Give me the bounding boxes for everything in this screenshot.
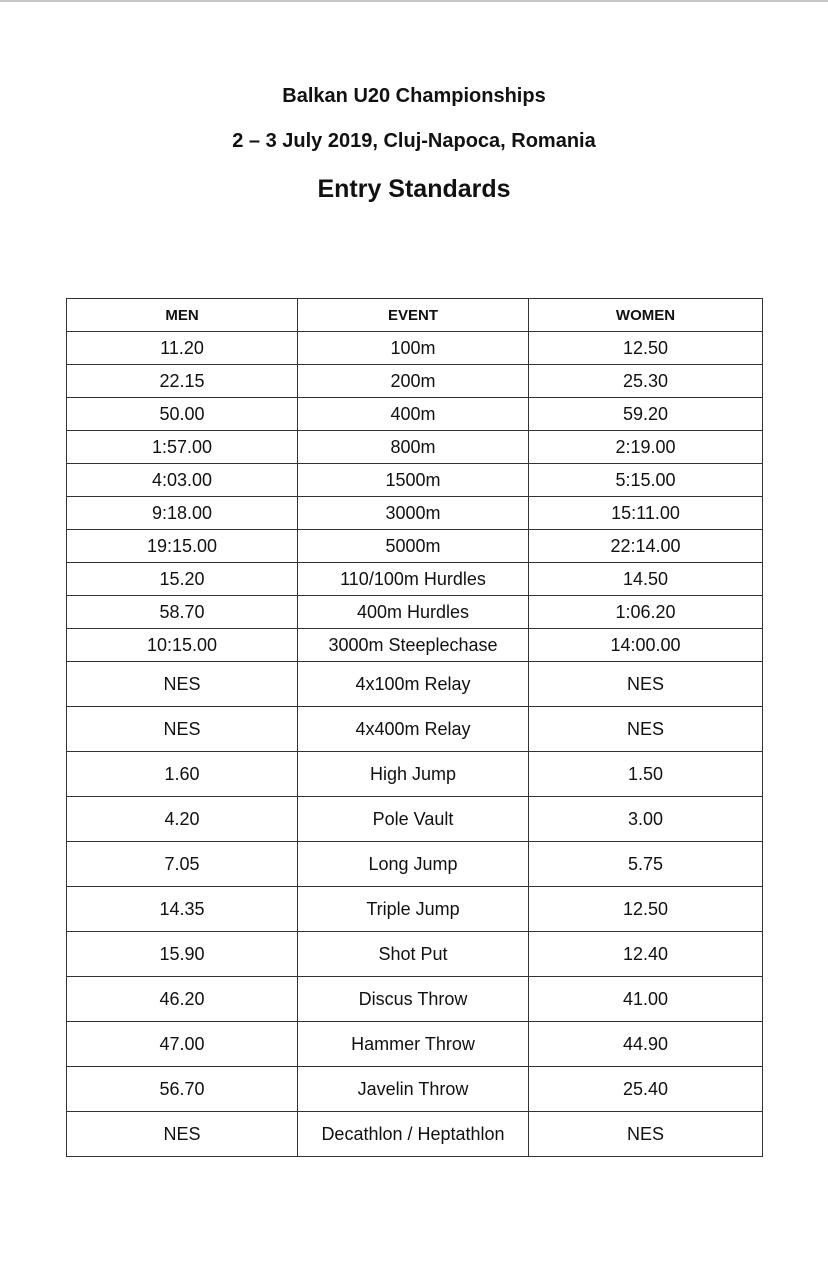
table-row [67,1022,763,1067]
men-standard: 1.60 [67,752,298,797]
men-standard: 50.00 [67,398,298,431]
event-name: 800m [298,431,529,464]
men-standard: 19:15.00 [67,530,298,563]
men-standard: NES [67,1112,298,1157]
table-row [67,629,763,662]
event-name: 3000m Steeplechase [298,629,529,662]
event-name: Shot Put [298,932,529,977]
entry-standards-table [66,298,763,1157]
men-standard: 56.70 [67,1067,298,1112]
women-standard: NES [529,1112,763,1157]
men-standard: 15.90 [67,932,298,977]
table-row [67,563,763,596]
event-name: 5000m [298,530,529,563]
men-standard: NES [67,662,298,707]
event-name: 4x100m Relay [298,662,529,707]
women-standard: 1.50 [529,752,763,797]
women-standard: 44.90 [529,1022,763,1067]
women-standard: 14.50 [529,563,763,596]
women-standard: 25.40 [529,1067,763,1112]
women-standard: 14:00.00 [529,629,763,662]
table-row [67,842,763,887]
women-standard: NES [529,707,763,752]
women-standard: 5:15.00 [529,464,763,497]
men-standard: 9:18.00 [67,497,298,530]
men-standard: 47.00 [67,1022,298,1067]
table-row [67,365,763,398]
table-row [67,752,763,797]
event-name: Long Jump [298,842,529,887]
event-name: Decathlon / Heptathlon [298,1112,529,1157]
table-row [67,887,763,932]
men-standard: 10:15.00 [67,629,298,662]
event-name: 3000m [298,497,529,530]
men-standard: 7.05 [67,842,298,887]
table-row [67,977,763,1022]
event-name: Javelin Throw [298,1067,529,1112]
men-standard: 46.20 [67,977,298,1022]
women-standard: 12.50 [529,332,763,365]
championship-title: Balkan U20 Championships [282,85,546,107]
event-name: 1500m [298,464,529,497]
men-standard: 4:03.00 [67,464,298,497]
men-standard: 4.20 [67,797,298,842]
men-standard: 11.20 [67,332,298,365]
event-date-location: 2 – 3 July 2019, Cluj-Napoca, Romania [232,130,596,152]
event-name: High Jump [298,752,529,797]
women-standard: 5.75 [529,842,763,887]
men-standard: NES [67,707,298,752]
women-standard: NES [529,662,763,707]
table-row [67,707,763,752]
men-standard: 14.35 [67,887,298,932]
header-event: EVENT [298,299,529,332]
event-name: Triple Jump [298,887,529,932]
women-standard: 12.50 [529,887,763,932]
women-standard: 1:06.20 [529,596,763,629]
women-standard: 22:14.00 [529,530,763,563]
men-standard: 1:57.00 [67,431,298,464]
event-name: Discus Throw [298,977,529,1022]
table-row [67,797,763,842]
table-row [67,1067,763,1112]
table-row [67,932,763,977]
table-row [67,398,763,431]
table-row [67,1112,763,1157]
women-standard: 41.00 [529,977,763,1022]
men-standard: 22.15 [67,365,298,398]
women-standard: 25.30 [529,365,763,398]
table-row [67,464,763,497]
table-row [67,431,763,464]
header-women: WOMEN [529,299,763,332]
table-row [67,332,763,365]
page-top-border [0,0,828,2]
women-standard: 15:11.00 [529,497,763,530]
women-standard: 12.40 [529,932,763,977]
table-header-row [67,299,763,332]
women-standard: 3.00 [529,797,763,842]
event-name: 100m [298,332,529,365]
event-name: 200m [298,365,529,398]
event-name: 4x400m Relay [298,707,529,752]
page-title: Entry Standards [317,175,511,203]
table-row [67,662,763,707]
table-row [67,596,763,629]
women-standard: 2:19.00 [529,431,763,464]
event-name: Pole Vault [298,797,529,842]
table-row [67,497,763,530]
men-standard: 15.20 [67,563,298,596]
event-name: 110/100m Hurdles [298,563,529,596]
table-row [67,530,763,563]
men-standard: 58.70 [67,596,298,629]
header-men: MEN [67,299,298,332]
event-name: 400m [298,398,529,431]
event-name: 400m Hurdles [298,596,529,629]
women-standard: 59.20 [529,398,763,431]
event-name: Hammer Throw [298,1022,529,1067]
